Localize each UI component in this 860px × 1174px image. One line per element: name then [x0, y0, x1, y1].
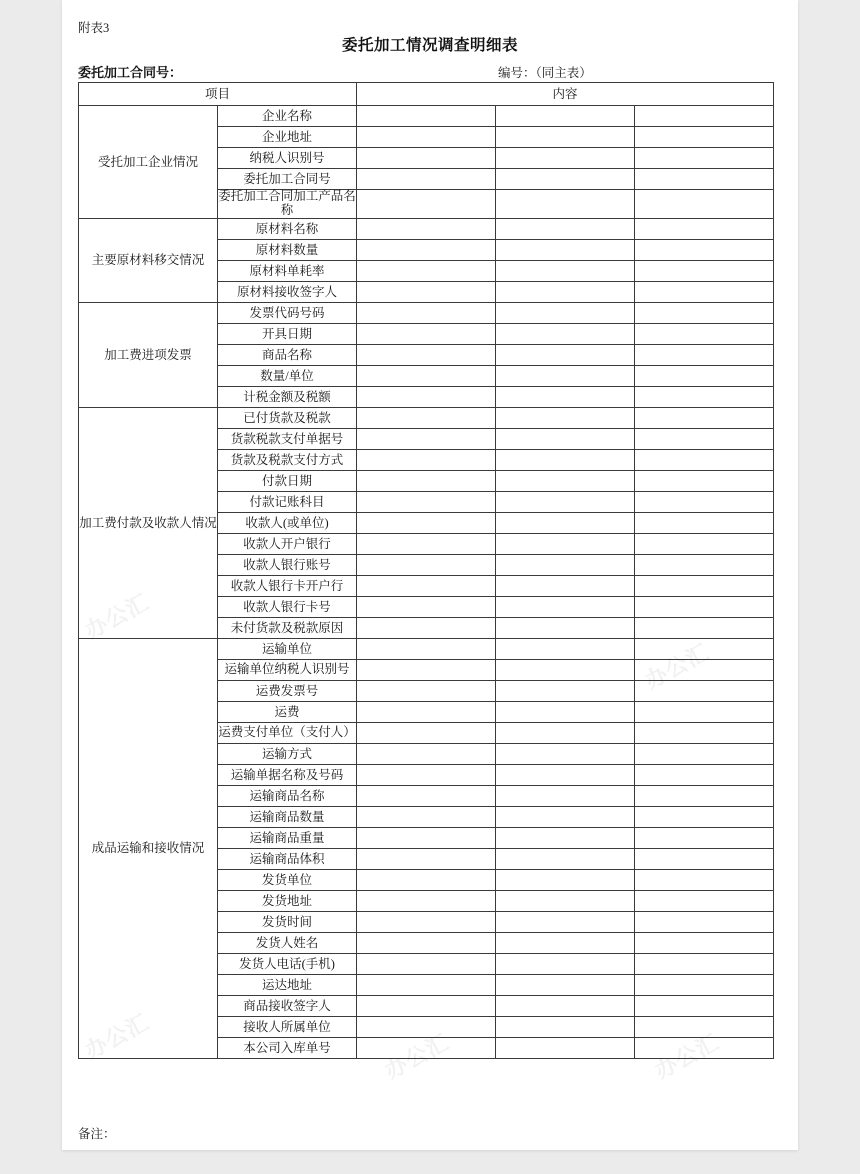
row-value-cell-1[interactable] [357, 890, 496, 911]
row-value-cell-2[interactable] [496, 169, 635, 190]
row-item-label: 计税金额及税额 [218, 386, 357, 407]
watermark: 办公汇 [80, 589, 154, 644]
row-value-cell-2[interactable] [496, 449, 635, 470]
row-value-cell-1[interactable] [357, 932, 496, 953]
row-value-cell-2[interactable] [496, 302, 635, 323]
row-value-cell-1[interactable] [357, 701, 496, 722]
row-value-cell-3[interactable] [635, 722, 774, 743]
row-value-cell-1[interactable] [357, 302, 496, 323]
serial-number-label: 编号：（同主表） [498, 66, 592, 80]
row-item-label: 原材料单耗率 [218, 260, 357, 281]
document-page [62, 0, 798, 1150]
row-value-cell-1[interactable] [357, 554, 496, 575]
row-item-label: 发货地址 [218, 890, 357, 911]
row-value-cell-1[interactable] [357, 869, 496, 890]
row-value-cell-2[interactable] [496, 512, 635, 533]
row-item-label: 商品名称 [218, 344, 357, 365]
row-value-cell-3[interactable] [635, 617, 774, 638]
watermark: 办公汇 [380, 1029, 454, 1084]
row-item-label: 原材料数量 [218, 239, 357, 260]
row-value-cell-2[interactable] [496, 659, 635, 680]
row-value-cell-2[interactable] [496, 365, 635, 386]
row-value-cell-2[interactable] [496, 386, 635, 407]
row-value-cell-1[interactable] [357, 190, 496, 219]
row-value-cell-3[interactable] [635, 218, 774, 239]
row-item-label: 数量/单位 [218, 365, 357, 386]
row-item-label: 企业地址 [218, 127, 357, 148]
table-row [79, 638, 774, 659]
row-value-cell-2[interactable] [496, 407, 635, 428]
watermark: 办公汇 [640, 639, 714, 694]
row-item-label: 运输商品数量 [218, 806, 357, 827]
row-value-cell-3[interactable] [635, 127, 774, 148]
row-item-label: 发货时间 [218, 911, 357, 932]
row-item-label: 委托加工合同加工产品名称 [218, 189, 356, 217]
row-value-cell-3[interactable] [635, 323, 774, 344]
row-value-cell-1[interactable] [357, 491, 496, 512]
table-body [79, 83, 774, 1059]
row-value-cell-1[interactable] [357, 533, 496, 554]
row-item-label: 原材料名称 [218, 218, 357, 239]
row-value-cell-1[interactable] [357, 575, 496, 596]
row-value-cell-2[interactable] [496, 428, 635, 449]
row-value-cell-3[interactable] [635, 680, 774, 701]
row-item-label: 运输单据名称及号码 [218, 764, 357, 785]
row-value-cell-1[interactable] [357, 106, 496, 127]
row-value-cell-2[interactable] [496, 323, 635, 344]
remark-label: 备注： [78, 1127, 116, 1141]
row-value-cell-3[interactable] [635, 1037, 774, 1058]
row-value-cell-2[interactable] [496, 575, 635, 596]
row-item-label: 运输单位纳税人识别号 [218, 659, 357, 680]
row-value-cell-3[interactable] [635, 365, 774, 386]
row-value-cell-3[interactable] [635, 596, 774, 617]
row-value-cell-1[interactable] [357, 827, 496, 848]
row-value-cell-1[interactable] [357, 239, 496, 260]
section-label: 受托加工企业情况 [79, 106, 218, 219]
row-value-cell-3[interactable] [635, 344, 774, 365]
row-value-cell-1[interactable] [357, 260, 496, 281]
table-header-row [79, 83, 774, 106]
row-value-cell-1[interactable] [357, 428, 496, 449]
row-value-cell-3[interactable] [635, 512, 774, 533]
row-item-label: 运输商品名称 [218, 785, 357, 806]
row-item-label: 付款记账科目 [218, 491, 357, 512]
row-value-cell-3[interactable] [635, 869, 774, 890]
row-value-cell-3[interactable] [635, 407, 774, 428]
row-value-cell-3[interactable] [635, 169, 774, 190]
row-value-cell-1[interactable] [357, 617, 496, 638]
row-value-cell-3[interactable] [635, 491, 774, 512]
table-row [79, 407, 774, 428]
row-value-cell-3[interactable] [635, 932, 774, 953]
row-value-cell-2[interactable] [496, 806, 635, 827]
row-value-cell-3[interactable] [635, 701, 774, 722]
row-item-label: 原材料接收签字人 [218, 281, 357, 302]
table-row [79, 302, 774, 323]
row-value-cell-2[interactable] [496, 260, 635, 281]
row-value-cell-3[interactable] [635, 470, 774, 491]
row-value-cell-2[interactable] [496, 848, 635, 869]
row-value-cell-3[interactable] [635, 827, 774, 848]
section-label: 成品运输和接收情况 [79, 638, 218, 1058]
row-item-label: 收款人(或单位) [218, 512, 357, 533]
row-item-label: 运输商品重量 [218, 827, 357, 848]
contract-number-label: 委托加工合同号： [78, 65, 183, 80]
row-value-cell-1[interactable] [357, 596, 496, 617]
row-value-cell-1[interactable] [357, 148, 496, 169]
row-value-cell-2[interactable] [496, 106, 635, 127]
row-value-cell-1[interactable] [357, 323, 496, 344]
row-value-cell-1[interactable] [357, 722, 496, 743]
row-value-cell-1[interactable] [357, 127, 496, 148]
row-value-cell-3[interactable] [635, 386, 774, 407]
row-value-cell-2[interactable] [496, 911, 635, 932]
row-item-label: 收款人银行卡号 [218, 596, 357, 617]
row-value-cell-2[interactable] [496, 596, 635, 617]
row-item-label: 已付货款及税款 [218, 407, 357, 428]
row-value-cell-2[interactable] [496, 554, 635, 575]
row-item-label: 开具日期 [218, 323, 357, 344]
row-value-cell-3[interactable] [635, 995, 774, 1016]
row-value-cell-2[interactable] [496, 995, 635, 1016]
row-value-cell-2[interactable] [496, 1037, 635, 1058]
row-value-cell-1[interactable] [357, 169, 496, 190]
survey-table [78, 82, 774, 1059]
row-value-cell-1[interactable] [357, 512, 496, 533]
row-value-cell-3[interactable] [635, 554, 774, 575]
row-value-cell-2[interactable] [496, 785, 635, 806]
row-item-label: 本公司入库单号 [218, 1037, 357, 1058]
row-value-cell-3[interactable] [635, 302, 774, 323]
row-value-cell-1[interactable] [357, 995, 496, 1016]
row-value-cell-2[interactable] [496, 974, 635, 995]
row-item-label: 运费发票号 [218, 680, 357, 701]
row-value-cell-2[interactable] [496, 932, 635, 953]
row-value-cell-1[interactable] [357, 785, 496, 806]
row-item-label: 纳税人识别号 [218, 148, 357, 169]
row-item-label: 运费支付单位（支付人） [218, 722, 357, 743]
row-value-cell-2[interactable] [496, 148, 635, 169]
row-value-cell-3[interactable] [635, 806, 774, 827]
row-value-cell-2[interactable] [496, 827, 635, 848]
row-value-cell-1[interactable] [357, 281, 496, 302]
row-value-cell-1[interactable] [357, 449, 496, 470]
section-label: 主要原材料移交情况 [79, 218, 218, 302]
row-value-cell-2[interactable] [496, 743, 635, 764]
row-value-cell-2[interactable] [496, 491, 635, 512]
row-value-cell-3[interactable] [635, 106, 774, 127]
row-item-label: 委托加工合同号 [218, 169, 357, 190]
row-value-cell-1[interactable] [357, 680, 496, 701]
row-value-cell-2[interactable] [496, 680, 635, 701]
watermark: 办公汇 [80, 1009, 154, 1064]
document-body [78, 0, 782, 1150]
row-value-cell-3[interactable] [635, 764, 774, 785]
row-item-label: 接收人所属单位 [218, 1016, 357, 1037]
row-item-label: 未付货款及税款原因 [218, 617, 357, 638]
row-value-cell-1[interactable] [357, 365, 496, 386]
row-value-cell-3[interactable] [635, 890, 774, 911]
row-value-cell-1[interactable] [357, 1016, 496, 1037]
row-item-label: 货款及税款支付方式 [218, 449, 357, 470]
row-value-cell-3[interactable] [635, 281, 774, 302]
row-item-label: 商品接收签字人 [218, 995, 357, 1016]
row-value-cell-1[interactable] [357, 953, 496, 974]
row-item-label: 运输商品体积 [218, 848, 357, 869]
row-item-label: 运输方式 [218, 743, 357, 764]
row-item-label: 收款人开户银行 [218, 533, 357, 554]
row-value-cell-2[interactable] [496, 239, 635, 260]
row-item-label: 企业名称 [218, 106, 357, 127]
row-value-cell-2[interactable] [496, 218, 635, 239]
row-value-cell-3[interactable] [635, 1016, 774, 1037]
row-value-cell-2[interactable] [496, 533, 635, 554]
row-value-cell-2[interactable] [496, 617, 635, 638]
row-value-cell-2[interactable] [496, 470, 635, 491]
row-value-cell-2[interactable] [496, 701, 635, 722]
row-value-cell-3[interactable] [635, 911, 774, 932]
row-item-label: 发货单位 [218, 869, 357, 890]
row-value-cell-1[interactable] [357, 911, 496, 932]
row-value-cell-2[interactable] [496, 869, 635, 890]
row-value-cell-3[interactable] [635, 848, 774, 869]
table-row [79, 218, 774, 239]
row-value-cell-3[interactable] [635, 428, 774, 449]
row-value-cell-3[interactable] [635, 148, 774, 169]
row-item-label: 收款人银行卡开户行 [218, 575, 357, 596]
row-value-cell-1[interactable] [357, 743, 496, 764]
row-value-cell-3[interactable] [635, 785, 774, 806]
page-title: 委托加工情况调查明细表 [341, 37, 518, 54]
row-value-cell-3[interactable] [635, 638, 774, 659]
row-item-label: 付款日期 [218, 470, 357, 491]
row-value-cell-1[interactable] [357, 848, 496, 869]
attachment-number: 附表3 [78, 21, 110, 35]
row-value-cell-3[interactable] [635, 953, 774, 974]
row-value-cell-2[interactable] [496, 638, 635, 659]
row-value-cell-2[interactable] [496, 722, 635, 743]
row-value-cell-1[interactable] [357, 806, 496, 827]
row-value-cell-1[interactable] [357, 659, 496, 680]
row-value-cell-3[interactable] [635, 190, 774, 219]
row-value-cell-3[interactable] [635, 659, 774, 680]
row-item-label: 运达地址 [218, 974, 357, 995]
row-value-cell-3[interactable] [635, 239, 774, 260]
row-value-cell-2[interactable] [496, 344, 635, 365]
row-value-cell-3[interactable] [635, 743, 774, 764]
row-value-cell-2[interactable] [496, 281, 635, 302]
row-item-label: 收款人银行账号 [218, 554, 357, 575]
row-item-label: 发货人电话(手机) [218, 953, 357, 974]
row-value-cell-2[interactable] [496, 1016, 635, 1037]
header-cell-content: 内容 [357, 83, 774, 106]
table-row [79, 106, 774, 127]
row-value-cell-1[interactable] [357, 386, 496, 407]
row-value-cell-1[interactable] [357, 470, 496, 491]
section-label: 加工费进项发票 [79, 302, 218, 407]
row-item-label: 发票代码号码 [218, 302, 357, 323]
row-value-cell-2[interactable] [496, 890, 635, 911]
row-value-cell-3[interactable] [635, 533, 774, 554]
section-label: 加工费付款及收款人情况 [79, 407, 218, 638]
row-item-label: 货款税款支付单据号 [218, 428, 357, 449]
row-value-cell-3[interactable] [635, 575, 774, 596]
row-value-cell-3[interactable] [635, 974, 774, 995]
header-cell-item: 项目 [79, 83, 357, 106]
row-item-label: 运输单位 [218, 638, 357, 659]
row-item-label: 运费 [218, 701, 357, 722]
row-value-cell-1[interactable] [357, 344, 496, 365]
row-value-cell-2[interactable] [496, 127, 635, 148]
row-value-cell-1[interactable] [357, 407, 496, 428]
row-value-cell-2[interactable] [496, 190, 635, 219]
row-value-cell-2[interactable] [496, 953, 635, 974]
row-value-cell-1[interactable] [357, 638, 496, 659]
row-value-cell-1[interactable] [357, 1037, 496, 1058]
row-value-cell-2[interactable] [496, 764, 635, 785]
row-value-cell-1[interactable] [357, 974, 496, 995]
row-value-cell-3[interactable] [635, 260, 774, 281]
row-value-cell-1[interactable] [357, 764, 496, 785]
row-item-label: 发货人姓名 [218, 932, 357, 953]
subheader [78, 62, 782, 80]
row-value-cell-1[interactable] [357, 218, 496, 239]
row-value-cell-3[interactable] [635, 449, 774, 470]
watermark: 办公汇 [650, 1029, 724, 1084]
